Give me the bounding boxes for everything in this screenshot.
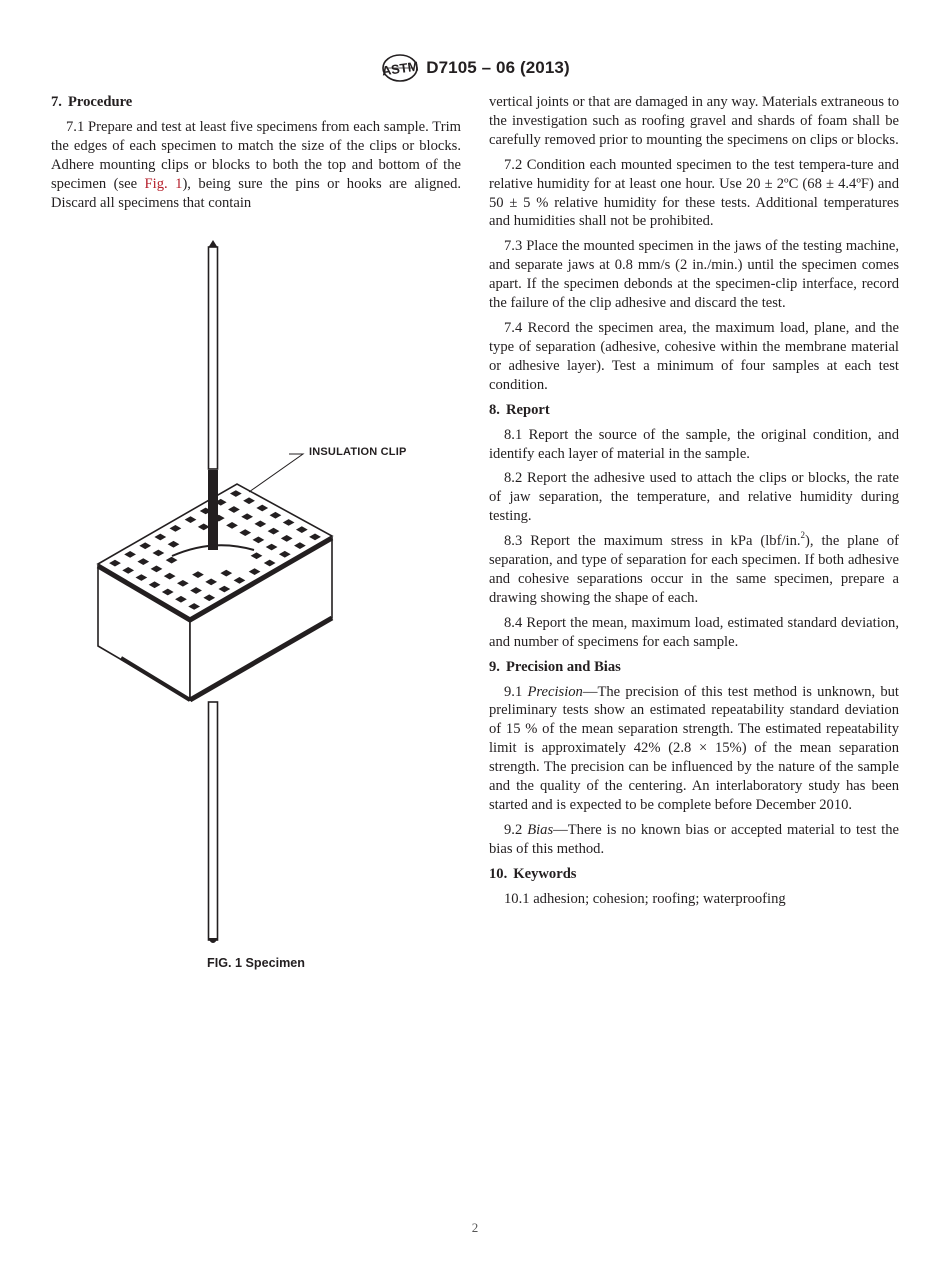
paragraph-7-4: 7.4 Record the specimen area, the maximum load, plane, and the type of separation (adhesive, cohesive within the membrane material or adhesive layer). Test a minimum of four samples at each test condition. <box>489 319 900 393</box>
paragraph-7-1: 7.1 Prepare and test at least five specimens from each sample. Trim the edges of each specimen to match the size of the clips or blocks. Adhere mounting clips or blocks to both the top and bottom of the specimen (see Fig. 1), being sure the pins or hooks are aligned. Discard all specimens that contain <box>51 119 462 211</box>
paragraph-8-4: 8.4 Report the mean, maximum load, estimated standard deviation, and number of specimens for each sample. <box>489 614 899 650</box>
insulation-clip-label: INSULATION CLIP <box>309 446 407 458</box>
paragraph-8-1: 8.1 Report the source of the sample, the original condition, and identify each layer of material in the sample. <box>489 426 899 462</box>
lower-rod-icon <box>208 702 218 943</box>
specimen-diagram <box>51 230 461 990</box>
figure-1-specimen <box>51 230 461 990</box>
section-heading-precision-and-bias: 9. Precision and Bias <box>489 658 621 675</box>
astm-logo-icon <box>380 52 420 84</box>
paragraph-7-3: 7.3 Place the mounted specimen in the jaws of the testing machine, and separate jaws at 0.8 mm/s (2 in./min.) until the specimen comes apart. If the specimen debonds at the specimen-clip interface, record the failure of the clip adhesive and discard the test. <box>489 238 899 312</box>
document-designation: D7105 – 06 (2013) <box>426 58 570 77</box>
paragraph-7-2: 7.2 Condition each mounted specimen to the test tempera-ture and relative humidity for at least one hour. Use 20 ± 2ºC (68 ± 4.4ºF) and 50 ± 5 % relative humidity for these tests. Additional temperatures and humidities shall not be prohibited. <box>489 156 900 230</box>
paragraph-9-1: 9.1 Precision—The precision of this test method is unknown, but preliminary tests show an estimated repeatability standard deviation of 15 % of the mean separation strength. The estimated repeatability limit is approximately 42% (2.8 × 15%) of the mean separation strength. The precision can be influenced by the nature of the sample and the quality of the centering. An interlaboratory study has been started and is expected to be complete before December 2010. <box>489 683 899 813</box>
section-heading-keywords: 10. Keywords <box>489 865 577 882</box>
figure-1-link[interactable]: Fig. 1 <box>144 175 183 192</box>
paragraph-7-1-continued: vertical joints or that are damaged in any way. Materials extraneous to the investigation such as roofing gravel and shards of foam shall be carefully removed prior to mounting the specimens on clips or blocks. <box>489 94 899 148</box>
right-column <box>489 93 899 915</box>
page-header <box>0 52 950 84</box>
section-heading-procedure: 7. Procedure <box>51 94 133 110</box>
section-heading-report: 8. Report <box>489 401 550 418</box>
svg-text:ASTM: ASTM <box>381 58 420 79</box>
page-number: 2 <box>471 1220 479 1235</box>
figure-caption: FIG. 1 Specimen <box>207 956 305 970</box>
left-column <box>51 93 461 219</box>
paragraph-10-1: 10.1 adhesion; cohesion; roofing; waterproofing <box>504 890 786 907</box>
paragraph-8-2: 8.2 Report the adhesive used to attach the clips or blocks, the rate of jaw separation, the temperature, and relative humidity during testing. <box>489 470 899 525</box>
callout-leader-icon <box>249 454 303 492</box>
paragraph-9-2: 9.2 Bias—There is no known bias or accepted material to test the bias of this method. <box>489 821 899 857</box>
paragraph-8-3: 8.3 Report the maximum stress in kPa (lbf/in.$^2$), the plane of separation, and type of separation for each specimen. If both adhesive and cohesive separations occur in the same specimen, prepare a drawing showing the shape of each. <box>489 530 899 606</box>
